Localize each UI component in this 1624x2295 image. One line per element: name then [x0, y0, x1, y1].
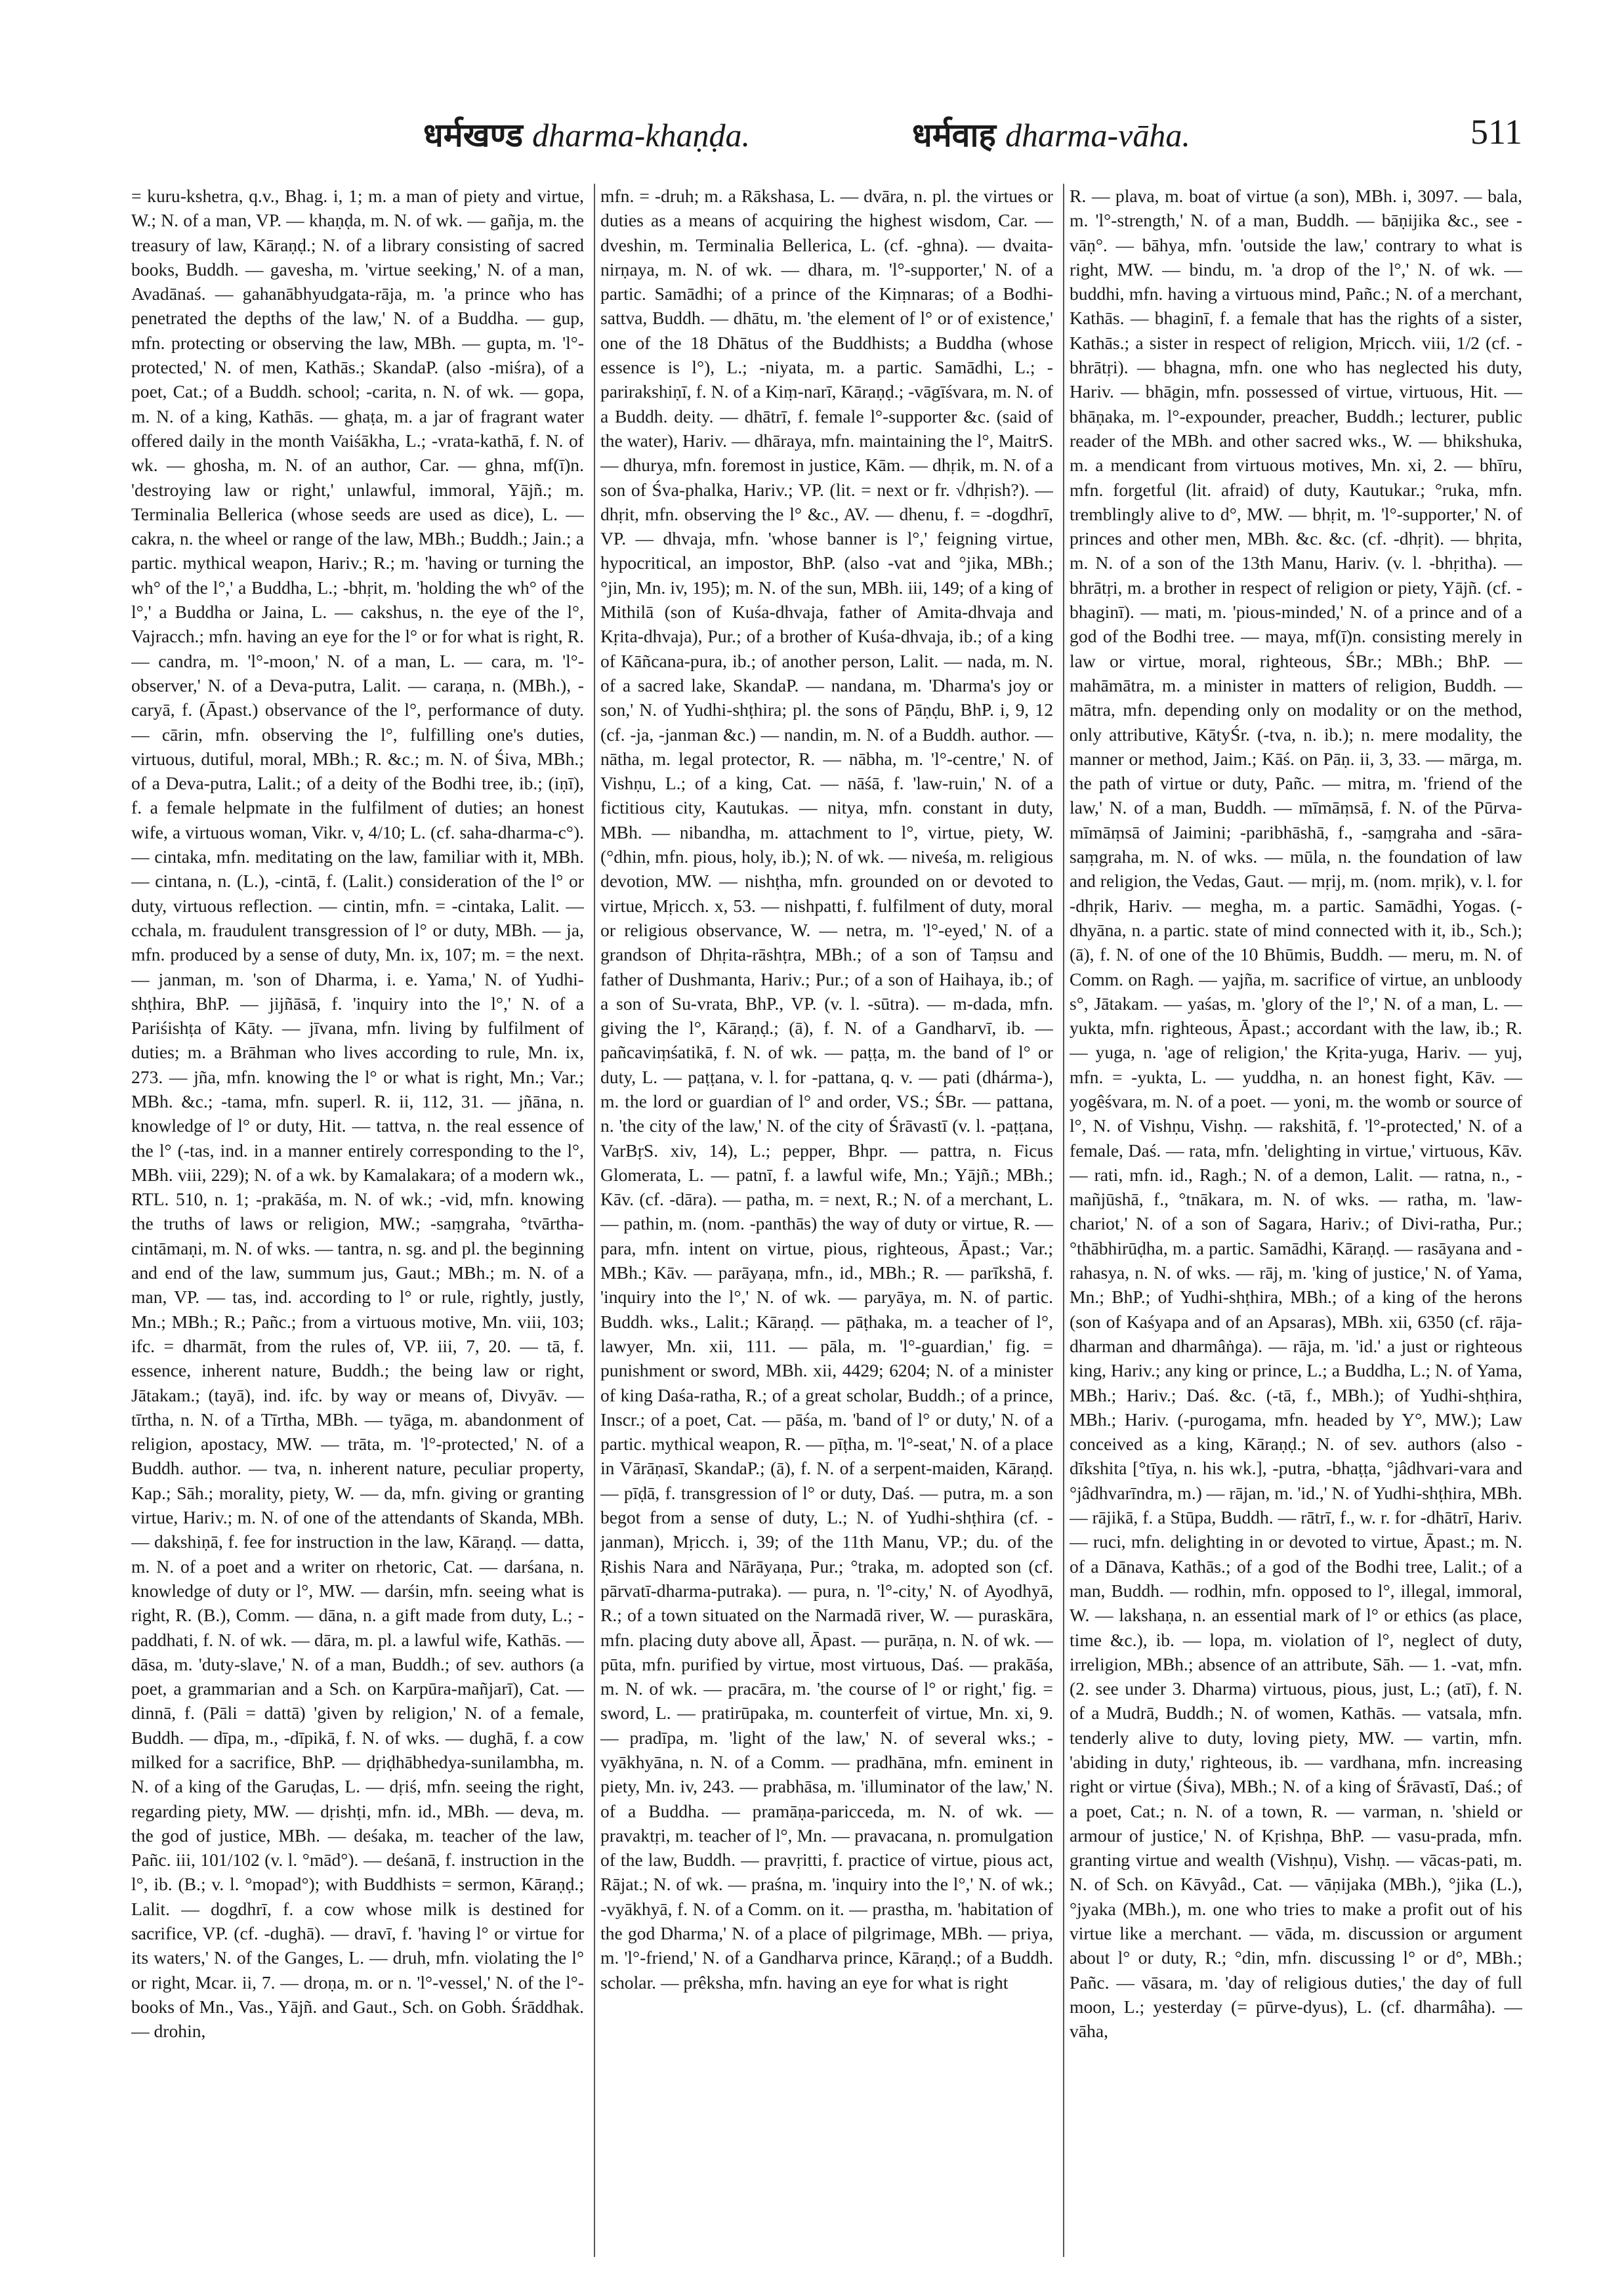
dictionary-column-2: mfn. = -druh; m. a Rākshasa, L. — dvāra, n. pl. the virtues or duties as a means of acquiring the highest wisdom, Car. — dveshin, m. Terminalia Bellerica, L. (cf. -ghna). — dvaita-nirṇaya, m. N. of wk. — dhara, m. 'l°-supporter,' N. of a partic. Samādhi; of a prince of the Kiṃnaras; of a Bodhi-sattva, Buddh. — dhātu, m. 'the element of l° or of existence,' one of the 18 Dhātus of the Buddhists; a Buddha (whose essence is l°), L.; -niyata, m. a partic. Samādhi, L.; -parirakshiṇī, f. N. of a Kiṃ-narī, Kāraṇḍ.; -vāgīśvara, m. N. of a Buddh. deity. — dhātrī, f. female l°-supporter &c. (said of the water), Hariv. — dhāraya, mfn. maintaining the l°, MaitrS. — dhurya, mfn. foremost in justice, Kām. — dhṛik, m. N. of a son of Śva-phalka, Hariv.; VP. (lit. = next or fr. √dhṛish?). — dhṛit, mfn. observing the l° &c., AV. — dhenu, f. = -dogdhrī, VP. — dhvaja, mfn. 'whose banner is l°,' feigning virtue, hypocritical, an impostor, BhP. (also -vat and °jika, MBh.; °jin, Mn. iv, 195); m. N. of the sun, MBh. iii, 149; of a king of Mithilā (son of Kuśa-dhvaja, father of Amita-dhvaja and Kṛita-dhvaja), Pur.; of a brother of Kuśa-dhvaja, ib.; of a king of Kāñcana-pura, ib.; of another person, Lalit. — nada, m. N. of a sacred lake, SkandaP. — nandana, m. 'Dharma's joy or son,' N. of Yudhi-shṭhira; pl. the sons of Pāṇḍu, BhP. i, 9, 12 (cf. -ja, -janman &c.) — nandin, m. N. of a Buddh. author. — nātha, m. legal protector, R. — nābha, m. 'l°-centre,' N. of Vishṇu, L.; of a king, Cat. — nāśā, f. 'law-ruin,' N. of a fictitious city, Kautukas. — nitya, mfn. constant in duty, MBh. — nibandha, m. attachment to l°, virtue, piety, W. (°dhin, mfn. pious, holy, ib.); N. of wk. — niveśa, m. religious devotion, MW. — nishṭha, mfn. grounded on or devoted to virtue, Mṛicch. x, 53. — nishpatti, f. fulfilment of duty, moral or religious observance, W. — netra, m. 'l°-eyed,' N. of a grandson of Dhṛita-rāshṭra, MBh.; of a son of Taṃsu and father of Dushmanta, Hariv.; Pur.; of a son of Haihaya, ib.; of a son of Su-vrata, BhP., VP. (v. l. -sūtra). — m-dada, mfn. giving the l°, Kāraṇḍ.; (ā), f. N. of a Gandharvī, ib. — pañcaviṃśatikā, f. N. of wk. — paṭṭa, m. the band of l° or duty, L. — paṭṭana, v. l. for -pattana, q. v. — pati (dhárma-), m. the lord or guardian of l° and order, VS.; ŚBr. — pattana, n. 'the city of the law,' N. of the city of Śrāvastī (v. l. -paṭṭana, VarBṛS. xiv, 14), L.; pepper, Bhpr. — pattra, n. Ficus Glomerata, L. — patnī, f. a lawful wife, Mn.; Yājñ.; MBh.; Kāv. (cf. -dāra). — patha, m. = next, R.; N. of a merchant, L. — pathin, m. (nom. -panthās) the way of duty or virtue, R. — para, mfn. intent on virtue, pious, righteous, Āpast.; Var.; MBh.; Kāv. — parāyaṇa, mfn., id., MBh.; R. — parīkshā, f. 'inquiry into the l°,' N. of wk. — paryāya, m. N. of partic. Buddh. wks., Lalit.; Kāraṇḍ. — pāṭhaka, m. a teacher of l°, lawyer, Mn. xii, 111. — pāla, m. 'l°-guardian,' fig. = punishment or sword, MBh. xii, 4429; 6204; N. of a minister of king Daśa-ratha, R.; of a great scholar, Buddh.; of a prince, Inscr.; of a poet, Cat. — pāśa, m. 'band of l° or duty,' N. of a partic. mythical weapon, R. — pīṭha, m. 'l°-seat,' N. of a place in Vārāṇasī, SkandaP.; (ā), f. N. of a serpent-maiden, Kāraṇḍ. — pīḍā, f. transgression of l° or duty, Daś. — putra, m. a son begot from a sense of duty, L.; N. of Yudhi-shṭhira (cf. -janman), Mṛicch. i, 39; of the 11th Manu, VP.; du. of the Ṛishis Nara and Nārāyaṇa, Pur.; °traka, m. adopted son (cf. pārvatī-dharma-putraka). — pura, n. 'l°-city,' N. of Ayodhyā, R.; of a town situated on the Narmadā river, W. — puraskāra, mfn. placing duty above all, Āpast. — purāṇa, n. N. of wk. — pūta, mfn. purified by virtue, most virtuous, Daś. — prakāśa, m. N. of wk. — pracāra, m. 'the course of l° or right,' fig. = sword, L. — pratirūpaka, m. counterfeit of virtue, Mn. xi, 9. — pradīpa, m. 'light of the law,' N. of several wks.; -vyākhyāna, n. N. of a Comm. — pradhāna, mfn. eminent in piety, Mn. iv, 243. — prabhāsa, m. 'illuminator of the law,' N. of a Buddha. — pramāṇa-paricceda, m. N. of wk. — pravaktṛi, m. teacher of l°, Mn. — pravacana, n. promulgation of the law, Buddh. — pravṛitti, f. practice of virtue, pious act, Rājat.; N. of wk. — praśna, m. 'inquiry into the l°,' N. of wk.; -vyākhyā, f. N. of a Comm. on it. — prastha, m. 'habitation of the god Dharma,' N. of a place of pilgrimage, MBh. — priya, m. 'l°-friend,' N. of a Gandharva prince, Kāraṇḍ.; of a Buddh. scholar. — prêksha, mfn. having an eye for what is right: [600, 186, 1053, 1993]
right-headword-devanagari: धर्मवाह: [912, 117, 996, 154]
page-header: [131, 112, 1522, 164]
right-running-headword: [912, 112, 1190, 156]
left-headword-transliteration: dharma-khaṇḍa.: [532, 117, 750, 154]
left-headword-devanagari: धर्मखण्ड: [423, 117, 524, 154]
page-number: 511: [1470, 112, 1522, 152]
dictionary-column-1: = kuru-kshetra, q.v., Bhag. i, 1; m. a man of piety and virtue, W.; N. of a man, VP. — khaṇḍa, m. N. of wk. — gañja, m. the treasury of law, Kāraṇḍ.; N. of a library consisting of sacred books, Buddh. — gavesha, m. 'virtue seeking,' N. of a man, Avadānaś. — gahanābhyudgata-rāja, m. 'a prince who has penetrated the depths of the law,' N. of a Buddha. — gup, mfn. protecting or observing the law, MBh. — gupta, m. 'l°-protected,' N. of men, Kathās.; SkandaP. (also -miśra), of a poet, Cat.; of a Buddh. school; -carita, n. N. of wk. — gopa, m. N. of a king, Kathās. — ghaṭa, m. a jar of fragrant water offered daily in the month Vaiśākha, L.; -vrata-kathā, f. N. of wk. — ghosha, m. N. of an author, Car. — ghna, mf(ī)n. 'destroying law or right,' unlawful, immoral, Yājñ.; m. Terminalia Bellerica (whose seeds are used as dice), L. — cakra, n. the wheel or range of the law, MBh.; Buddh.; Jain.; a partic. mythical weapon, Hariv.; R.; m. 'having or turning the wh° of the l°,' a Buddha, L.; -bhṛit, m. 'holding the wh° of the l°,' a Buddha or Jaina, L. — cakshus, n. the eye of the l°, Vajracch.; mfn. having an eye for the l° or for what is right, R. — candra, m. 'l°-moon,' N. of a man, L. — cara, m. 'l°-observer,' N. of a Deva-putra, Lalit. — caraṇa, n. (MBh.), -caryā, f. (Āpast.) observance of the l°, performance of duty. — cārin, mfn. observing the l°, fulfilling one's duties, virtuous, dutiful, moral, MBh.; R. &c.; m. N. of Śiva, MBh.; of a Deva-putra, Lalit.; of a deity of the Bodhi tree, ib.; (iṇī), f. a female helpmate in the fulfilment of duties; an honest wife, a virtuous woman, Vikr. v, 4/10; L. (cf. saha-dharma-c°). — cintaka, mfn. meditating on the law, familiar with it, MBh. — cintana, n. (L.), -cintā, f. (Lalit.) consideration of the l° or duty, virtuous reflection. — cintin, mfn. = -cintaka, Lalit. — cchala, m. fraudulent transgression of l° or duty, MBh. — ja, mfn. produced by a sense of duty, Mn. ix, 107; m. = the next. — janman, m. 'son of Dharma, i. e. Yama,' N. of Yudhi-shṭhira, BhP. — jijñāsā, f. 'inquiry into the l°,' N. of a Pariśishṭa of Kāty. — jīvana, mfn. living by fulfilment of duties; m. a Brāhman who lives according to rule, Mn. ix, 273. — jña, mfn. knowing the l° or what is right, Mn.; Var.; MBh. &c.; -tama, mfn. superl. R. ii, 112, 31. — jñāna, n. knowledge of l° or duty, Hit. — tattva, n. the real essence of the l° (-tas, ind. in a manner entirely corresponding to the l°, MBh. viii, 229); N. of a wk. by Kamalakara; of a modern wk., RTL. 510, n. 1; -prakāśa, m. N. of wk.; -vid, mfn. knowing the truths of laws or religion, MW.; -saṃgraha, °tvārtha-cintāmaṇi, m. N. of wks. — tantra, n. sg. and pl. the beginning and end of the law, summum jus, Gaut.; MBh.; m. N. of a man, VP. — tas, ind. according to l° or rule, rightly, justly, Mn.; MBh.; R.; Pañc.; from a virtuous motive, Mn. viii, 103; ifc. = dharmāt, from the rules of, VP. iii, 7, 20. — tā, f. essence, inherent nature, Buddh.; the being law or right, Jātakam.; (tayā), ind. ifc. by way or means of, Divyāv. — tīrtha, n. N. of a Tīrtha, MBh. — tyāga, m. abandonment of religion, apostacy, MW. — trāta, m. 'l°-protected,' N. of a Buddh. author. — tva, n. inherent nature, peculiar property, Kap.; Sāh.; morality, piety, W. — da, mfn. giving or granting virtue, Hariv.; m. N. of one of the attendants of Skanda, MBh. — dakshiṇā, f. fee for instruction in the law, Kāraṇḍ. — datta, m. N. of a poet and a writer on rhetoric, Cat. — darśana, n. knowledge of duty or l°, MW. — darśin, mfn. seeing what is right, R. (B.), Comm. — dāna, n. a gift made from duty, L.; -paddhati, f. N. of wk. — dāra, m. pl. a lawful wife, Kathās. — dāsa, m. 'duty-slave,' N. of a man, Buddh.; of sev. authors (a poet, a grammarian and a Sch. on Karpūra-mañjarī), Cat. — dinnā, f. (Pāli = dattā) 'given by religion,' N. of a female, Buddh. — dīpa, m., -dīpikā, f. N. of wks. — dughā, f. a cow milked for a sacrifice, BhP. — dṛiḍhābhedya-sunilambha, m. N. of a king of the Garuḍas, L. — dṛiś, mfn. seeing the right, regarding piety, MW. — dṛishṭi, mfn. id., MBh. — deva, m. the god of justice, MBh. — deśaka, m. teacher of the law, Pañc. iii, 101/102 (v. l. °mād°). — deśanā, f. instruction in the l°, ib. (B.; v. l. °mopad°); with Buddhists = sermon, Kāraṇḍ.; Lalit. — dogdhrī, f. a cow whose milk is destined for sacrifice, VP. (cf. -dughā). — dravī, f. 'having l° or virtue for its waters,' N. of the Ganges, L. — druh, mfn. violating the l° or right, Mcar. ii, 7. — droṇa, m. or n. 'l°-vessel,' N. of the l°-books of Mn., Vas., Yājñ. and Gaut., Sch. on Gobh. Śrāddhak. — drohin,: [131, 186, 584, 2042]
left-running-headword: [423, 112, 750, 156]
dictionary-body: [131, 184, 1522, 2257]
dictionary-column-3: R. — plava, m. boat of virtue (a son), MBh. i, 3097. — bala, m. 'l°-strength,' N. of a man, Buddh. — bāṇijika &c., see -vāṇ°. — bāhya, mfn. 'outside the law,' contrary to what is right, MW. — bindu, m. 'a drop of the l°,' N. of wk. — buddhi, mfn. having a virtuous mind, Pañc.; N. of a merchant, Kathās. — bhaginī, f. a female that has the rights of a sister, Kathās.; a sister in respect of religion, Mṛicch. viii, 1/2 (cf. -bhrātṛi). — bhagna, mfn. one who has neglected his duty, Hariv. — bhāgin, mfn. possessed of virtue, virtuous, Hit. — bhāṇaka, m. l°-expounder, preacher, Buddh.; lecturer, public reader of the MBh. and other sacred wks., W. — bhikshuka, m. a mendicant from virtuous motives, Mn. xi, 2. — bhīru, mfn. forgetful (lit. afraid) of duty, Kautukar.; °ruka, mfn. tremblingly alive to d°, MW. — bhṛit, m. 'l°-supporter,' N. of princes and other men, MBh. &c. &c. (cf. -dhṛit). — bhṛita, m. N. of a son of the 13th Manu, Hariv. (v. l. -bhṛitha). — bhrātṛi, m. a brother in respect of religion or piety, Yājñ. (cf. -bhaginī). — mati, m. 'pious-minded,' N. of a prince and of a god of the Bodhi tree. — maya, mf(ī)n. consisting merely in law or virtue, moral, righteous, ŚBr.; MBh.; BhP. — mahāmātra, m. a minister in matters of religion, Buddh. — mātra, mfn. depending only on modality or on the method, only attributive, KātyŚr. (-tva, n. ib.); n. mere modality, the manner or method, Jaim.; Kāś. on Pāṇ. ii, 3, 33. — mārga, m. the path of virtue or duty, Pañc. — mitra, m. 'friend of the law,' N. of a man, Buddh. — mīmāṃsā, f. N. of the Pūrva-mīmāṃsā of Jaimini; -paribhāshā, f., -saṃgraha and -sāra-saṃgraha, m. N. of wks. — mūla, n. the foundation of law and religion, the Vedas, Gaut. — mṛij, m. (nom. mṛik), v. l. for -dhṛik, Hariv. — megha, m. a partic. Samādhi, Yogas. (-dhyāna, n. a partic. state of mind connected with it, ib., Sch.); (ā), f. N. of one of the 10 Bhūmis, Buddh. — meru, m. N. of Comm. on Ragh. — yajña, m. sacrifice of virtue, an unbloody s°, Jātakam. — yaśas, m. 'glory of the l°,' N. of a man, L. — yukta, mfn. righteous, Āpast.; accordant with the law, ib.; R. — yuga, n. 'age of religion,' the Kṛita-yuga, Hariv. — yuj, mfn. = -yukta, L. — yuddha, n. an honest fight, Kāv. — yogêśvara, m. N. of a poet. — yoni, m. the womb or source of l°, N. of Vishṇu, Vishṇ. — rakshitā, f. 'l°-protected,' N. of a female, Daś. — rata, mfn. 'delighting in virtue,' virtuous, Kāv. — rati, mfn. id., Ragh.; N. of a demon, Lalit. — ratna, n., -mañjūshā, f., °tnākara, m. N. of wks. — ratha, m. 'law-chariot,' N. of a son of Sagara, Hariv.; of Divi-ratha, Pur.; °thābhirūḍha, m. a partic. Samādhi, Kāraṇḍ. — rasāyana and -rahasya, n. N. of wks. — rāj, m. 'king of justice,' N. of Yama, Mn.; BhP.; of Yudhi-shṭhira, MBh.; of a king of the herons (son of Kaśyapa and of an Apsaras), MBh. xii, 6350 (cf. rāja-dharman and dharmâṅga). — rāja, m. 'id.' a just or righteous king, Hariv.; any king or prince, L.; a Buddha, L.; N. of Yama, MBh.; Hariv.; Daś. &c. (-tā, f., MBh.); of Yudhi-shṭhira, MBh.; Hariv. (-purogama, mfn. headed by Y°, MW.); Law conceived as a king, Kāraṇḍ.; N. of sev. authors (also -dīkshita [°tīya, n. his wk.], -putra, -bhaṭṭa, °jâdhvari-vara and °jâdhvarīndra, m.) — rājan, m. 'id.,' N. of Yudhi-shṭhira, MBh. — rājikā, f. a Stūpa, Buddh. — rātrī, f., w. r. for -dhātrī, Hariv. — ruci, mfn. delighting in or devoted to virtue, Āpast.; m. N. of a Dānava, Kathās.; of a god of the Bodhi tree, Lalit.; of a man, Buddh. — rodhin, mfn. opposed to l°, illegal, immoral, W. — lakshaṇa, n. an essential mark of l° or ethics (as place, time &c.), ib. — lopa, m. violation of l°, neglect of duty, irreligion, MBh.; absence of an attribute, Sāh. — 1. -vat, mfn. (2. see under 3. Dharma) virtuous, pious, just, L.; (atī), f. N. of a Mudrā, Buddh.; N. of women, Kathās. — vatsala, mfn. tenderly alive to duty, loving piety, MW. — vartin, mfn. 'abiding in duty,' righteous, ib. — vardhana, mfn. increasing right or virtue (Śiva), MBh.; N. of a king of Śrāvastī, Daś.; of a poet, Cat.; n. N. of a town, R. — varman, n. 'shield or armour of justice,' N. of Kṛishṇa, BhP. — vasu-prada, mfn. granting virtue and wealth (Vishṇu), Vishṇ. — vācas-pati, m. N. of Sch. on Kāvyâd., Cat. — vāṇijaka (MBh.), °jika (L.), °jyaka (MBh.), m. one who tries to make a profit out of his virtue like a merchant. — vāda, m. discussion or argument about l° or duty, R.; °din, mfn. discussing l° or d°, MBh.; Pañc. — vāsara, m. 'day of religious duties,' the day of full moon, L.; yesterday (= pūrve-dyus), L. (cf. dharmâha). — vāha,: [1070, 186, 1522, 2042]
right-headword-transliteration: dharma-vāha.: [1005, 117, 1190, 154]
